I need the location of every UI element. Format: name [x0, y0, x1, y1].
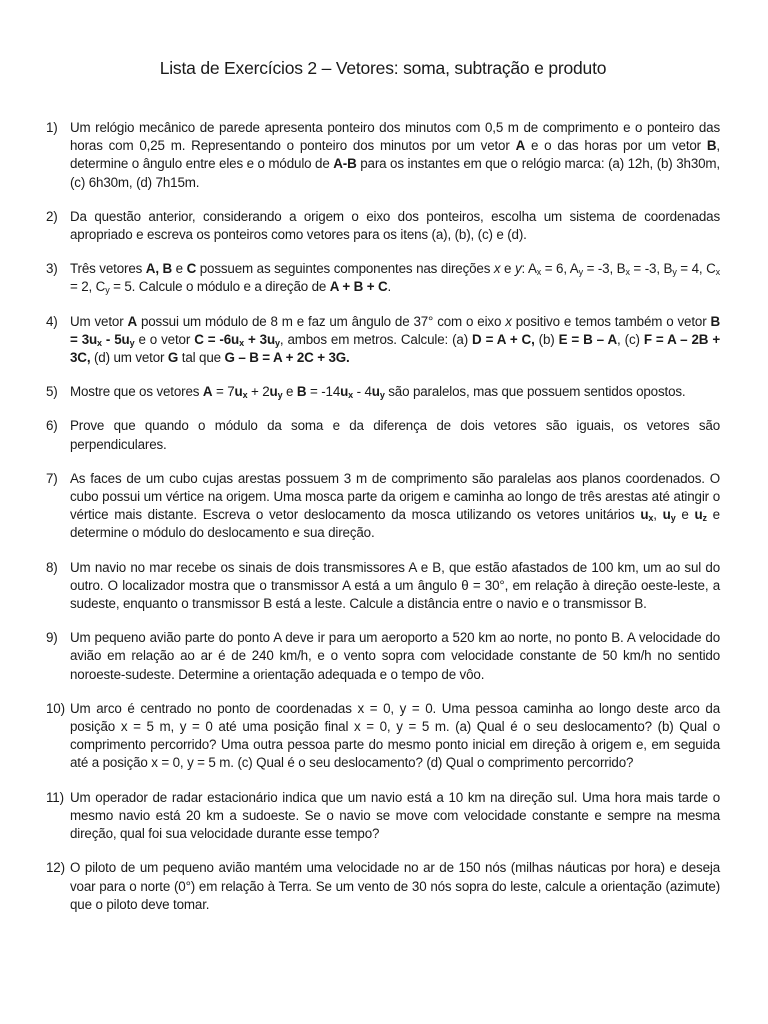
exercise-text: As faces de um cubo cujas arestas possuem 3 m de comprimento são paralelas aos planos coordenados. O cubo possui um vértice na origem. Uma mosca parte da origem e caminha ao longo de três arestas até atingir o vértice mais distante. Escreva o vetor deslocamento da mosca utilizando os vetores unitários $u_x$, $u_y$ e $u_z$ e determine o módulo do deslocamento e sua direção. [70, 470, 720, 541]
exercise-number: 6) [46, 418, 58, 434]
exercise-text: Da questão anterior, considerando a origem o eixo dos ponteiros, escolha um sistema de coordenadas apropriado e escreva os ponteiros como vetores para os itens (a), (b), (c) e (d). [70, 208, 720, 243]
exercise-text: Um pequeno avião parte do ponto A deve ir para um aeroporto a 520 km ao norte, no ponto B. A velocidade do avião em relação ao ar é de 240 km/h, e o vento sopra com velocidade constante de 50 km/h no sentido noroeste-sudeste. Determine a orientação adequada e o tempo de vôo. [70, 630, 720, 682]
exercise-number: 4) [46, 313, 58, 329]
exercise-11 [46, 789, 720, 844]
exercise-12 [46, 859, 720, 914]
exercise-number: 10) [46, 700, 65, 716]
page-title: Lista de Exercícios 2 – Vetores: soma, subtração e produto [159, 58, 607, 78]
exercise-6 [46, 417, 720, 453]
exercise-3 [46, 260, 720, 296]
exercise-text: Prove que quando o módulo da soma e da diferença de dois vetores são iguais, os vetores são perpendiculares. [70, 418, 720, 452]
exercise-text: Um navio no mar recebe os sinais de dois transmissores A e B, que estão afastados de 100 km, um ao sul do outro. O localizador mostra que o transmissor A está a um ângulo θ = 30°, em relação à direção oeste-leste, a sudeste, enquanto o transmissor B está a leste. Calcule a distância entre o navio e o transmissor B. [70, 559, 720, 612]
exercise-4 [46, 313, 720, 368]
exercise-number: 11) [46, 789, 64, 805]
exercise-text: Um arco é centrado no ponto de coordenadas x = 0, y = 0. Uma pessoa caminha ao longo deste arco da posição x = 5 m, y = 0 até uma posição final x = 0, y = 5 m. (a) Qual é o seu deslocamento? (b) Qual o comprimento percorrido? Uma outra pessoa parte do mesmo ponto inicial em direção à origem e, em seguida até a posição x = 0, y = 5 m. (c) Qual é o seu deslocamento? (d) Qual o comprimento percorrido? [70, 700, 720, 771]
exercise-number: 8) [46, 559, 58, 575]
exercise-2 [46, 208, 720, 244]
exercise-number: 1) [46, 120, 58, 135]
exercise-number: 9) [46, 630, 58, 646]
exercise-text: O piloto de um pequeno avião mantém uma velocidade no ar de 150 nós (milhas náuticas por hora) e deseja voar para o norte (0°) em relação à Terra. Se um vento de 30 nós sopra do leste, calcule a orientação (azimute) que o piloto deve tomar. [70, 860, 720, 912]
exercise-1 [46, 119, 720, 192]
exercise-text: Três vetores A, B e C possuem as seguintes componentes nas direções x e y: $A_x = 6$, $A_y = -3$, $B_x = -3$, $B_y = 4$, $C_x = 2$, $C_y = 5$. Calcule o módulo e a direção de A + B + C. [70, 261, 720, 296]
exercise-number: 3) [46, 261, 58, 277]
exercise-7 [46, 470, 720, 543]
exercise-text: Mostre que os vetores $A = 7u_x + 2u_y$ e $B = -14u_x - 4u_y$ são paralelos, mas que possuem sentidos opostos. [70, 384, 686, 401]
exercise-10 [46, 700, 720, 773]
exercise-number: 5) [46, 384, 58, 400]
exercise-number: 12) [46, 860, 65, 876]
exercise-text: Um vetor A possui um módulo de 8 m e faz um ângulo de 37° com o eixo x positivo e temos também o vetor $B = 3u_x - 5u_y$ e o vetor $C = -6u_x + 3u_y$, ambos em metros. Calcule: (a) D = A + C, (b) E = B – A, (c) F = A – 2B + 3C, (d) um vetor G tal que G – B = A + 2C + 3G. [70, 313, 720, 366]
exercise-5 [46, 383, 720, 401]
exercise-number: 2) [46, 208, 58, 224]
exercise-9 [46, 629, 720, 684]
exercise-text: Um relógio mecânico de parede apresenta ponteiro dos minutos com 0,5 m de comprimento e o ponteiro das horas com 0,25 m. Representando o ponteiro dos minutos por um vetor A e o das horas por um vetor B, determine o ângulo entre eles e o módulo de A-B para os instantes em que o relógio marca: (a) 12h, (b) 3h30m, (c) 6h30m, (d) 7h15m. [70, 120, 720, 190]
exercise-text: Um operador de radar estacionário indica que um navio está a 10 km na direção sul. Uma hora mais tarde o mesmo navio está 20 km a sudoeste. Se o navio se move com velocidade constante e sempre na mesma direção, qual foi sua velocidade durante esse tempo? [70, 789, 720, 842]
exercise-number: 7) [46, 470, 58, 486]
exercise-8 [46, 559, 720, 614]
